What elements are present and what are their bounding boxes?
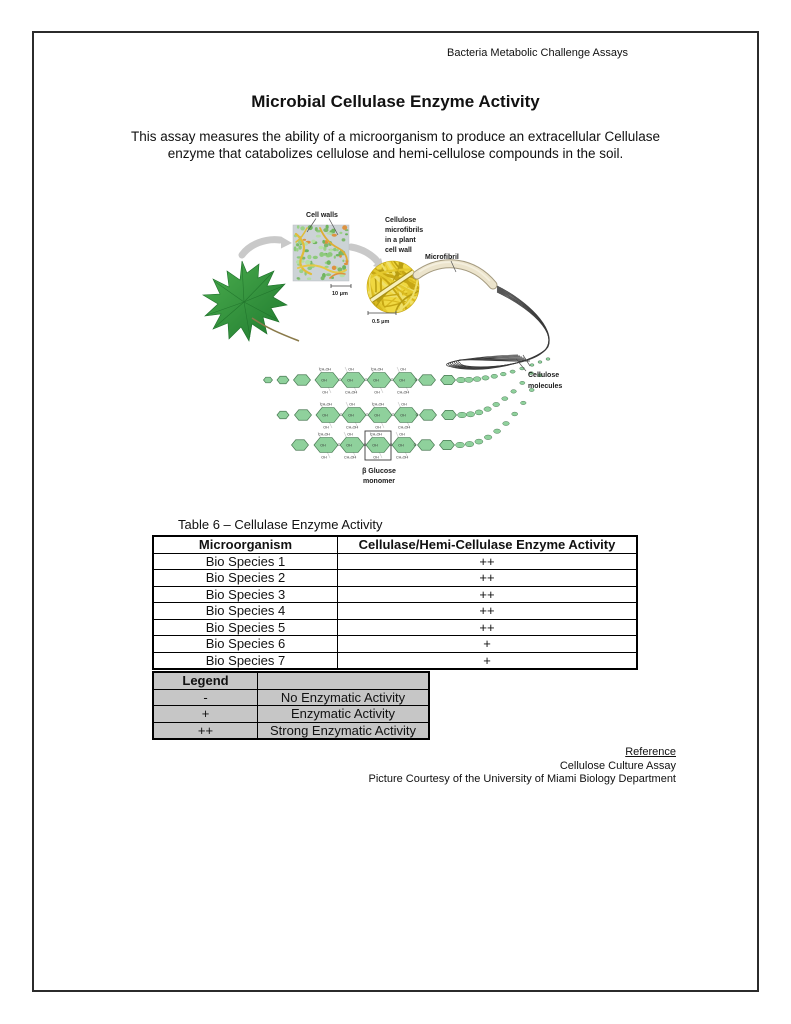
svg-text:CH₂OH: CH₂OH: [372, 402, 384, 407]
table-header-row: [153, 536, 637, 553]
svg-text:O: O: [391, 413, 395, 418]
svg-text:OH: OH: [373, 455, 379, 460]
reference-line: Cellulose Culture Assay: [559, 759, 676, 772]
table-cell: Bio Species 2: [153, 570, 338, 587]
svg-text:monomer: monomer: [363, 478, 395, 485]
legend-title-empty-cell: [258, 672, 430, 689]
svg-text:in a plant: in a plant: [385, 237, 416, 244]
reference-line: Picture Courtesy of the University of Miami Biology Department: [368, 773, 676, 785]
svg-text:O: O: [337, 443, 341, 448]
svg-text:O: O: [415, 413, 419, 418]
svg-text:OH: OH: [323, 425, 329, 430]
legend-cell: -: [153, 689, 258, 706]
cell-walls-label: Cell walls: [306, 212, 338, 219]
svg-text:cell wall: cell wall: [385, 247, 412, 254]
svg-text:OH: OH: [375, 425, 381, 430]
microfibril-tube: [417, 262, 493, 285]
glucose-monomer-label: [362, 468, 396, 485]
table-cell: ++: [338, 619, 638, 636]
svg-text:CH₂OH: CH₂OH: [344, 455, 356, 460]
legend-row: [153, 689, 429, 706]
svg-text:OH: OH: [320, 443, 326, 448]
reference-heading: Reference: [625, 746, 676, 758]
svg-text:CH₂OH: CH₂OH: [371, 367, 383, 372]
svg-text:O: O: [414, 378, 418, 383]
svg-text:Cellulose: Cellulose: [528, 372, 560, 379]
svg-text:OH: OH: [321, 455, 327, 460]
legend-header-row: [153, 672, 429, 689]
svg-text:OH: OH: [400, 367, 406, 372]
svg-text:OH: OH: [346, 443, 352, 448]
legend-row: [153, 706, 429, 723]
table-cell: Bio Species 7: [153, 652, 338, 669]
maple-leaf-illustration: [203, 261, 299, 341]
description-line: This assay measures the ability of a microorganism to produce an extracellular Cellulase: [131, 129, 660, 144]
svg-text:molecules: molecules: [528, 383, 563, 390]
enzyme-activity-table: [152, 535, 638, 670]
table-row: [153, 603, 637, 620]
svg-text:OH: OH: [399, 378, 405, 383]
svg-text:OH: OH: [322, 413, 328, 418]
table-cell: Bio Species 5: [153, 619, 338, 636]
table-cell: ++: [338, 603, 638, 620]
svg-text:O: O: [338, 378, 342, 383]
svg-text:OH: OH: [349, 402, 355, 407]
svg-text:OH: OH: [321, 378, 327, 383]
table-row: [153, 553, 637, 570]
svg-text:CH₂OH: CH₂OH: [396, 455, 408, 460]
svg-text:CH₂OH: CH₂OH: [318, 432, 330, 437]
svg-text:CH₂OH: CH₂OH: [320, 402, 332, 407]
svg-text:CH₂OH: CH₂OH: [370, 432, 382, 437]
table-row: [153, 636, 637, 653]
svg-text:OH: OH: [400, 413, 406, 418]
svg-text:CH₂OH: CH₂OH: [346, 425, 358, 430]
svg-text:Cellulose: Cellulose: [385, 217, 417, 224]
svg-text:CH₂OH: CH₂OH: [397, 390, 409, 395]
svg-text:O: O: [389, 443, 393, 448]
svg-text:OH: OH: [372, 443, 378, 448]
legend-cell: Strong Enzymatic Activity: [258, 722, 430, 739]
svg-text:microfibrils: microfibrils: [385, 227, 424, 234]
table-cell: ++: [338, 553, 638, 570]
table-cell: +: [338, 636, 638, 653]
glucose-chains: [264, 358, 551, 460]
legend-cell: ++: [153, 722, 258, 739]
svg-text:OH: OH: [347, 378, 353, 383]
svg-text:OH: OH: [398, 443, 404, 448]
description-line: enzyme that catabolizes cellulose and hemi-cellulose compounds in the soil.: [167, 145, 624, 161]
col-header-microorganism: Microorganism: [153, 536, 338, 553]
microfibril-label: Microfibril: [425, 254, 459, 261]
svg-text:OH: OH: [322, 390, 328, 395]
svg-text:OH: OH: [348, 367, 354, 372]
page-border: [32, 31, 759, 992]
microfibrils-circle: [367, 261, 419, 325]
table-cell: Bio Species 6: [153, 636, 338, 653]
microfibrils-caption: [385, 217, 423, 254]
svg-text:O: O: [339, 413, 343, 418]
description: [95, 129, 696, 162]
scale-bar-10um: [331, 284, 351, 288]
reference-block: [368, 746, 676, 787]
scale-label-05um: 0.5 μm: [372, 319, 390, 325]
legend-body: [153, 672, 429, 739]
svg-text:OH: OH: [401, 402, 407, 407]
svg-text:CH₂OH: CH₂OH: [398, 425, 410, 430]
table-caption: Table 6 – Cellulase Enzyme Activity: [178, 517, 383, 532]
legend-cell: Enzymatic Activity: [258, 706, 430, 723]
glucose-chain: [277, 361, 542, 430]
arrow-leaf-to-cellwalls: [242, 237, 292, 256]
legend-cell: No Enzymatic Activity: [258, 689, 430, 706]
cellulose-fiber-strands: [447, 286, 550, 369]
table-cell: ++: [338, 570, 638, 587]
svg-text:OH: OH: [347, 432, 353, 437]
table-cell: +: [338, 652, 638, 669]
table-cell: Bio Species 4: [153, 603, 338, 620]
table-row: [153, 586, 637, 603]
table-body: [153, 553, 637, 669]
svg-text:OH: OH: [399, 432, 405, 437]
svg-text:O: O: [413, 443, 417, 448]
cell-walls-micrograph: [293, 212, 351, 297]
svg-text:CH₂OH: CH₂OH: [319, 367, 331, 372]
page-title: Microbial Cellulase Enzyme Activity: [251, 92, 540, 111]
svg-text:O: O: [365, 413, 369, 418]
table-row: [153, 570, 637, 587]
svg-text:O: O: [390, 378, 394, 383]
svg-text:OH: OH: [374, 413, 380, 418]
scale-label-10um: 10 μm: [332, 291, 348, 297]
legend-row: [153, 722, 429, 739]
svg-text:CH₂OH: CH₂OH: [345, 390, 357, 395]
legend-title: Legend: [153, 672, 258, 689]
legend-table: [152, 671, 430, 740]
svg-text:OH: OH: [374, 390, 380, 395]
table-row: [153, 652, 637, 669]
header-text: Bacteria Metabolic Challenge Assays: [447, 47, 628, 59]
cellulose-diagram-figure: [180, 198, 690, 498]
svg-text:OH: OH: [348, 413, 354, 418]
table-row: [153, 619, 637, 636]
table-cell: ++: [338, 586, 638, 603]
svg-text:O: O: [364, 378, 368, 383]
svg-text:β Glucose: β Glucose: [362, 468, 396, 475]
svg-text:O: O: [363, 443, 367, 448]
table-cell: Bio Species 3: [153, 586, 338, 603]
legend-cell: +: [153, 706, 258, 723]
svg-text:OH: OH: [373, 378, 379, 383]
table-cell: Bio Species 1: [153, 553, 338, 570]
col-header-activity: Cellulase/Hemi-Cellulase Enzyme Activity: [338, 536, 638, 553]
